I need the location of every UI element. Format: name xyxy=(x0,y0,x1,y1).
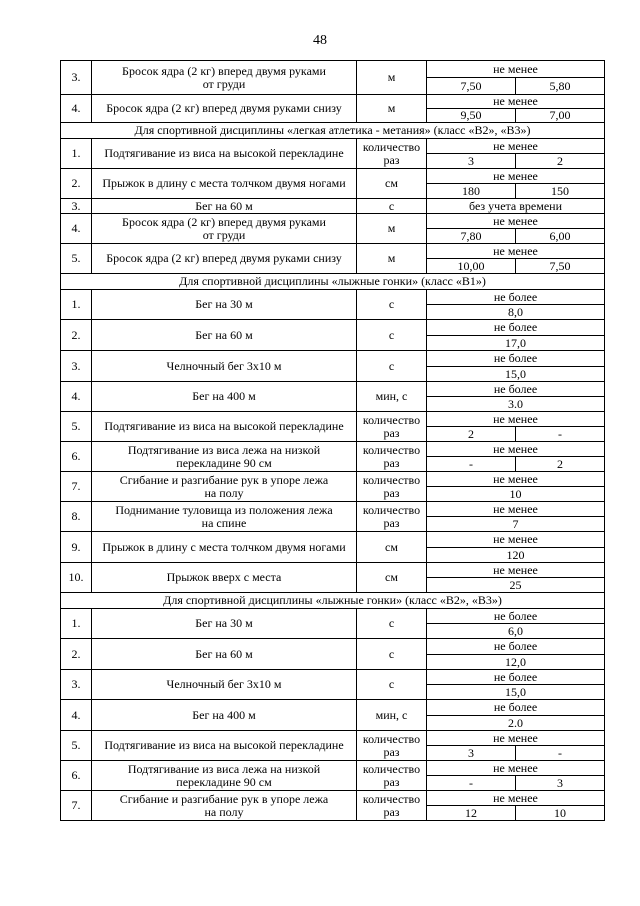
row-number: 7. xyxy=(61,472,92,502)
norm-cell xyxy=(427,609,605,639)
table-row xyxy=(61,472,605,502)
row-number: 6. xyxy=(61,442,92,472)
table-row xyxy=(61,351,605,382)
row-number: 1. xyxy=(61,609,92,639)
unit-line: раз xyxy=(383,744,400,759)
row-number: 4. xyxy=(61,700,92,731)
norm-value-men: - xyxy=(469,776,473,790)
norm-value-men: 7,80 xyxy=(460,229,482,243)
exercise-name-line: Бросок ядра (2 кг) вперед двумя руками снизу xyxy=(106,101,342,115)
table-row xyxy=(61,761,605,791)
table-row xyxy=(61,442,605,472)
unit xyxy=(357,382,427,412)
norm-values xyxy=(427,624,604,638)
norm-label: не более xyxy=(427,382,604,397)
unit-line: с xyxy=(388,677,395,691)
norm-label: не менее xyxy=(427,412,604,427)
norm-label: не менее xyxy=(427,442,604,457)
unit xyxy=(357,502,427,532)
unit-line: с xyxy=(388,358,395,373)
unit xyxy=(357,351,427,382)
norm-value-men: 10,00 xyxy=(457,259,485,273)
norm-label: не более xyxy=(427,670,604,685)
norm-value-men: 3 xyxy=(468,746,474,760)
unit xyxy=(357,290,427,320)
exercise-name xyxy=(92,290,357,320)
table-row xyxy=(61,532,605,563)
exercise-name-line: Бег на 60 м xyxy=(195,327,253,342)
row-number: 1. xyxy=(61,290,92,320)
norm-values xyxy=(427,746,604,760)
norm-cell xyxy=(427,244,605,274)
norm-value: 120 xyxy=(506,548,525,562)
exercise-name-line: Бег на 400 м xyxy=(192,389,256,403)
norm-cell xyxy=(427,639,605,670)
norm-cell xyxy=(427,700,605,731)
norm-cell xyxy=(427,351,605,382)
section-title: Для спортивной дисциплины «лыжные гонки» (класс «В2», «В3») xyxy=(61,593,605,609)
norm-value-women: - xyxy=(515,427,604,441)
norm-cell xyxy=(427,214,605,244)
norm-value: 15,0 xyxy=(505,367,526,381)
norm-value-women: 7,50 xyxy=(515,259,604,273)
exercise-name-line: Бег на 60 м xyxy=(195,198,253,213)
norm-value: 8,0 xyxy=(508,305,523,319)
page-number: 48 xyxy=(313,33,327,48)
norm-cell xyxy=(427,532,605,563)
norm-value-women: 7,00 xyxy=(515,109,604,122)
norm-cell xyxy=(427,290,605,320)
exercise-name-line: перекладине 90 см xyxy=(176,774,272,789)
row-number: 10. xyxy=(61,563,92,593)
norm-label: не более xyxy=(427,320,604,336)
row-number: 4. xyxy=(61,382,92,412)
unit-line: м xyxy=(387,101,396,115)
norm-values xyxy=(427,154,604,168)
exercise-name xyxy=(92,169,357,199)
norm-label: не менее xyxy=(427,761,604,776)
section-row xyxy=(61,593,605,609)
norm-value-women: 2 xyxy=(515,154,604,168)
exercise-name xyxy=(92,791,357,821)
exercise-name xyxy=(92,563,357,593)
exercise-name xyxy=(92,199,357,214)
norm-cell xyxy=(427,139,605,169)
norm-label: не менее xyxy=(427,791,604,806)
row-number: 1. xyxy=(61,139,92,169)
row-number: 8. xyxy=(61,502,92,532)
exercise-name xyxy=(92,351,357,382)
norm-value-women: - xyxy=(515,746,604,760)
table-row xyxy=(61,139,605,169)
norm-value-men: 180 xyxy=(462,184,480,198)
row-number: 5. xyxy=(61,731,92,761)
exercise-name xyxy=(92,320,357,351)
table-row xyxy=(61,95,605,123)
unit-line: м xyxy=(387,251,396,265)
norm-cell xyxy=(427,61,605,95)
norm-values xyxy=(427,78,604,94)
norm-label: не менее xyxy=(427,139,604,154)
table-row xyxy=(61,290,605,320)
exercise-name xyxy=(92,412,357,442)
row-number: 5. xyxy=(61,244,92,274)
unit xyxy=(357,791,427,821)
norm-values xyxy=(427,578,604,592)
unit-line: раз xyxy=(383,515,400,530)
norm-value-men: - xyxy=(469,457,473,471)
norm-label: не менее xyxy=(427,472,604,487)
exercise-name-line: Сгибание и разгибание рук в упоре лежа xyxy=(119,791,329,806)
norm-label: не более xyxy=(427,290,604,305)
exercise-name-line: Подтягивание из виса на высокой перекладине xyxy=(104,419,344,433)
norm-value: 2.0 xyxy=(508,716,523,730)
exercise-name-line: Подтягивание из виса лежа на низкой xyxy=(127,761,321,776)
table-row xyxy=(61,244,605,274)
norm-value-men: 7,50 xyxy=(460,79,482,93)
unit-line: количество xyxy=(362,761,421,776)
exercise-name-line: Подтягивание из виса на высокой перекладине xyxy=(104,738,344,752)
exercise-name-line: Прыжок в длину с места толчком двумя ногами xyxy=(102,539,346,554)
unit-line: мин, с xyxy=(375,707,408,722)
row-number: 9. xyxy=(61,532,92,563)
norm-label: не менее xyxy=(427,244,604,259)
row-number: 4. xyxy=(61,214,92,244)
norm-cell xyxy=(427,412,605,442)
unit-line: с xyxy=(388,297,395,311)
exercise-name xyxy=(92,244,357,274)
norm-values xyxy=(427,367,604,381)
norm-values xyxy=(427,427,604,441)
norm-cell xyxy=(427,670,605,700)
norm-label: не более xyxy=(427,351,604,367)
unit xyxy=(357,199,427,214)
unit xyxy=(357,442,427,472)
norm-label: не более xyxy=(427,700,604,716)
row-number: 3. xyxy=(61,670,92,700)
unit-line: количество xyxy=(362,791,421,806)
exercise-name-line: от груди xyxy=(202,227,246,242)
norm-value: 3.0 xyxy=(508,397,523,411)
norm-value-women: 3 xyxy=(515,776,604,790)
unit xyxy=(357,412,427,442)
exercise-name xyxy=(92,639,357,670)
exercise-name xyxy=(92,382,357,412)
exercise-name xyxy=(92,502,357,532)
row-number: 6. xyxy=(61,761,92,791)
norm-values xyxy=(427,259,604,273)
unit xyxy=(357,700,427,731)
exercise-name xyxy=(92,95,357,123)
exercise-name-line: от груди xyxy=(202,76,246,91)
unit-line: количество xyxy=(362,412,421,427)
norm-cell xyxy=(427,95,605,123)
norm-values xyxy=(427,655,604,669)
exercise-name-line: Челночный бег 3х10 м xyxy=(166,358,282,373)
unit xyxy=(357,320,427,351)
exercise-name xyxy=(92,670,357,700)
table-row xyxy=(61,199,605,214)
row-number: 3. xyxy=(61,61,92,95)
unit xyxy=(357,670,427,700)
exercise-name xyxy=(92,731,357,761)
norm-label: не менее xyxy=(427,502,604,517)
unit xyxy=(357,639,427,670)
norm-cell xyxy=(427,791,605,821)
norm-value-men: 9,50 xyxy=(460,108,482,122)
norm-values xyxy=(427,716,604,730)
table-row xyxy=(61,320,605,351)
exercise-name xyxy=(92,442,357,472)
table-row xyxy=(61,502,605,532)
exercise-name-line: на полу xyxy=(204,485,244,500)
unit-line: с xyxy=(388,327,395,342)
norm-values xyxy=(427,487,604,501)
standards-table xyxy=(60,60,605,821)
unit-line: раз xyxy=(383,804,400,819)
table-row xyxy=(61,731,605,761)
unit-line: см xyxy=(385,539,398,554)
exercise-name-line: Бег на 400 м xyxy=(192,707,256,722)
table-row xyxy=(61,61,605,95)
norm-cell xyxy=(427,169,605,199)
norm-value: 7 xyxy=(512,517,519,531)
norm-label: не более xyxy=(427,609,604,624)
section-title: Для спортивной дисциплины «легкая атлетика - метания» (класс «В2», «В3») xyxy=(61,123,605,139)
norm-value: 10 xyxy=(509,487,522,501)
section-row xyxy=(61,123,605,139)
norm-values xyxy=(427,685,604,699)
unit-line: м xyxy=(387,70,396,84)
unit xyxy=(357,244,427,274)
exercise-name-line: Сгибание и разгибание рук в упоре лежа xyxy=(119,472,329,487)
exercise-name xyxy=(92,761,357,791)
unit-line: см xyxy=(385,570,398,584)
norm-label: не менее xyxy=(427,731,604,746)
section-title: Для спортивной дисциплины «лыжные гонки» (класс «В1») xyxy=(61,274,605,290)
table-row xyxy=(61,791,605,821)
norm-values xyxy=(427,457,604,471)
norm-label: не менее xyxy=(427,532,604,548)
norm-value-women: 6,00 xyxy=(515,229,604,243)
norm-values xyxy=(427,548,604,562)
norm-value: 6,0 xyxy=(508,624,523,638)
table-row xyxy=(61,609,605,639)
norm-cell xyxy=(427,320,605,351)
norm-value-women: 5,80 xyxy=(515,78,604,94)
exercise-name xyxy=(92,214,357,244)
norm-label: не менее xyxy=(427,214,604,229)
norm-values xyxy=(427,336,604,350)
norm-cell xyxy=(427,472,605,502)
unit-line: с xyxy=(388,646,395,661)
exercise-name xyxy=(92,532,357,563)
table-row xyxy=(61,563,605,593)
unit-line: раз xyxy=(383,485,400,500)
norm-values xyxy=(427,397,604,411)
unit xyxy=(357,472,427,502)
exercise-name-line: перекладине 90 см xyxy=(176,455,272,470)
unit xyxy=(357,139,427,169)
unit xyxy=(357,563,427,593)
exercise-name xyxy=(92,472,357,502)
unit xyxy=(357,731,427,761)
norm-label: не менее xyxy=(427,61,604,78)
norm-values xyxy=(427,229,604,243)
section-row xyxy=(61,274,605,290)
exercise-name-line: Подтягивание из виса на высокой перекладине xyxy=(104,146,344,160)
norm-cell xyxy=(427,563,605,593)
exercise-name-line: Поднимание туловища из положения лежа xyxy=(115,502,333,517)
unit-line: с xyxy=(388,198,395,213)
table-row xyxy=(61,639,605,670)
norm-label: не менее xyxy=(427,169,604,184)
norm-cell xyxy=(427,442,605,472)
exercise-name-line: Бег на 30 м xyxy=(195,297,253,311)
unit xyxy=(357,761,427,791)
table-row xyxy=(61,412,605,442)
exercise-name-line: Бег на 30 м xyxy=(195,616,253,630)
exercise-name-line: Бросок ядра (2 кг) вперед двумя руками снизу xyxy=(106,251,342,265)
norm-value-women: 10 xyxy=(515,806,604,820)
row-number: 4. xyxy=(61,95,92,123)
exercise-name xyxy=(92,609,357,639)
row-number: 7. xyxy=(61,791,92,821)
unit-line: см xyxy=(385,176,398,190)
norm-value: 15,0 xyxy=(505,685,526,699)
norm-values xyxy=(427,517,604,531)
row-number: 5. xyxy=(61,412,92,442)
row-number: 2. xyxy=(61,639,92,670)
exercise-name xyxy=(92,139,357,169)
exercise-name-line: Подтягивание из виса лежа на низкой xyxy=(127,442,321,457)
norm-cell xyxy=(427,382,605,412)
unit-line: с xyxy=(388,616,395,630)
norm-label: не менее xyxy=(427,95,604,109)
norm-text: без учета времени xyxy=(427,199,605,214)
norm-value-men: 12 xyxy=(465,806,477,820)
exercise-name-line: Бег на 60 м xyxy=(195,646,253,661)
unit xyxy=(357,609,427,639)
table-row xyxy=(61,169,605,199)
unit xyxy=(357,95,427,123)
exercise-name-line: Прыжок вверх с места xyxy=(166,570,282,584)
unit xyxy=(357,214,427,244)
exercise-name xyxy=(92,700,357,731)
norm-label: не более xyxy=(427,639,604,655)
unit xyxy=(357,169,427,199)
row-number: 3. xyxy=(61,351,92,382)
unit xyxy=(357,532,427,563)
table-row xyxy=(61,214,605,244)
norm-cell xyxy=(427,761,605,791)
table-row xyxy=(61,670,605,700)
norm-value-women: 2 xyxy=(515,457,604,471)
exercise-name xyxy=(92,61,357,95)
exercise-name-line: Прыжок в длину с места толчком двумя ногами xyxy=(102,176,346,190)
norm-value: 25 xyxy=(509,578,522,592)
unit-line: количество xyxy=(362,731,421,746)
standards-table-body xyxy=(61,61,605,821)
norm-value: 12,0 xyxy=(505,655,526,669)
table-row xyxy=(61,700,605,731)
unit-line: раз xyxy=(383,455,400,470)
exercise-name-line: на спине xyxy=(201,515,247,530)
unit-line: количество xyxy=(362,139,421,154)
exercise-name-line: Челночный бег 3х10 м xyxy=(166,677,282,691)
unit-line: м xyxy=(387,221,396,235)
norm-values xyxy=(427,776,604,790)
unit-line: раз xyxy=(383,152,400,167)
exercise-name-line: Бросок ядра (2 кг) вперед двумя руками xyxy=(122,63,326,78)
row-number: 2. xyxy=(61,169,92,199)
unit-line: мин, с xyxy=(375,389,408,403)
unit xyxy=(357,61,427,95)
norm-cell xyxy=(427,731,605,761)
exercise-name-line: на полу xyxy=(204,804,244,819)
norm-values xyxy=(427,184,604,198)
unit-line: раз xyxy=(383,425,400,440)
unit-line: количество xyxy=(362,472,421,487)
exercise-name-line: Бросок ядра (2 кг) вперед двумя руками xyxy=(122,214,326,229)
unit-line: количество xyxy=(362,502,421,517)
norm-value: 17,0 xyxy=(505,336,526,350)
norm-values xyxy=(427,109,604,122)
norm-value-men: 3 xyxy=(468,154,474,168)
row-number: 2. xyxy=(61,320,92,351)
unit-line: раз xyxy=(383,774,400,789)
row-number: 3. xyxy=(61,199,92,214)
table-row xyxy=(61,382,605,412)
norm-value-men: 2 xyxy=(468,427,474,441)
unit-line: количество xyxy=(362,442,421,457)
norm-value-women: 150 xyxy=(515,184,604,198)
norm-label: не менее xyxy=(427,563,604,578)
norm-values xyxy=(427,806,604,820)
norm-cell xyxy=(427,502,605,532)
norm-values xyxy=(427,305,604,319)
